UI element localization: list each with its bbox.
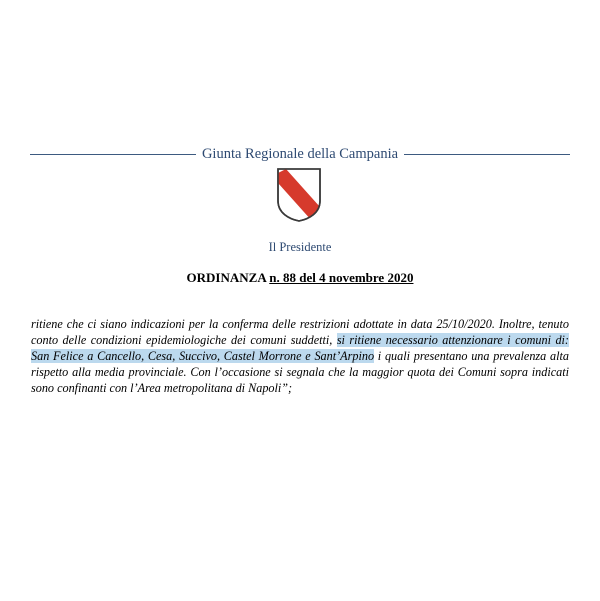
letterhead-rule-left xyxy=(30,154,196,155)
letterhead-title: Giunta Regionale della Campania xyxy=(201,145,399,162)
ordinance-heading xyxy=(0,270,600,286)
ordinance-prefix: ORDINANZA xyxy=(186,270,270,285)
excerpt-text-part2: i quali presentano una prevalenza alta rispetto alla media provinciale. Con l’occasione si segnala che la maggior quota dei Comuni sopra indicati sono confinanti con l’Area metropolitana di Napoli”; xyxy=(31,349,569,395)
letterhead xyxy=(30,144,570,164)
ordinance-excerpt xyxy=(31,316,569,396)
letterhead-rule-right xyxy=(404,154,570,155)
president-label: Il Presidente xyxy=(268,240,332,254)
regione-campania-crest-icon xyxy=(275,167,323,223)
ordinance-number-date: n. 88 del 4 novembre 2020 xyxy=(269,270,414,285)
excerpt-highlighted-text: si ritiene necessario attenzionare i comuni di: San Felice a Cancello, Cesa, Succivo, Castel Morrone e Sant’Arpino xyxy=(31,333,569,363)
excerpt-text-part1: ritiene che ci siano indicazioni per la conferma delle restrizioni adottate in data 25/10/2020. Inoltre, tenuto conto delle condizioni epidemiologiche dei comuni suddetti, xyxy=(31,317,569,347)
